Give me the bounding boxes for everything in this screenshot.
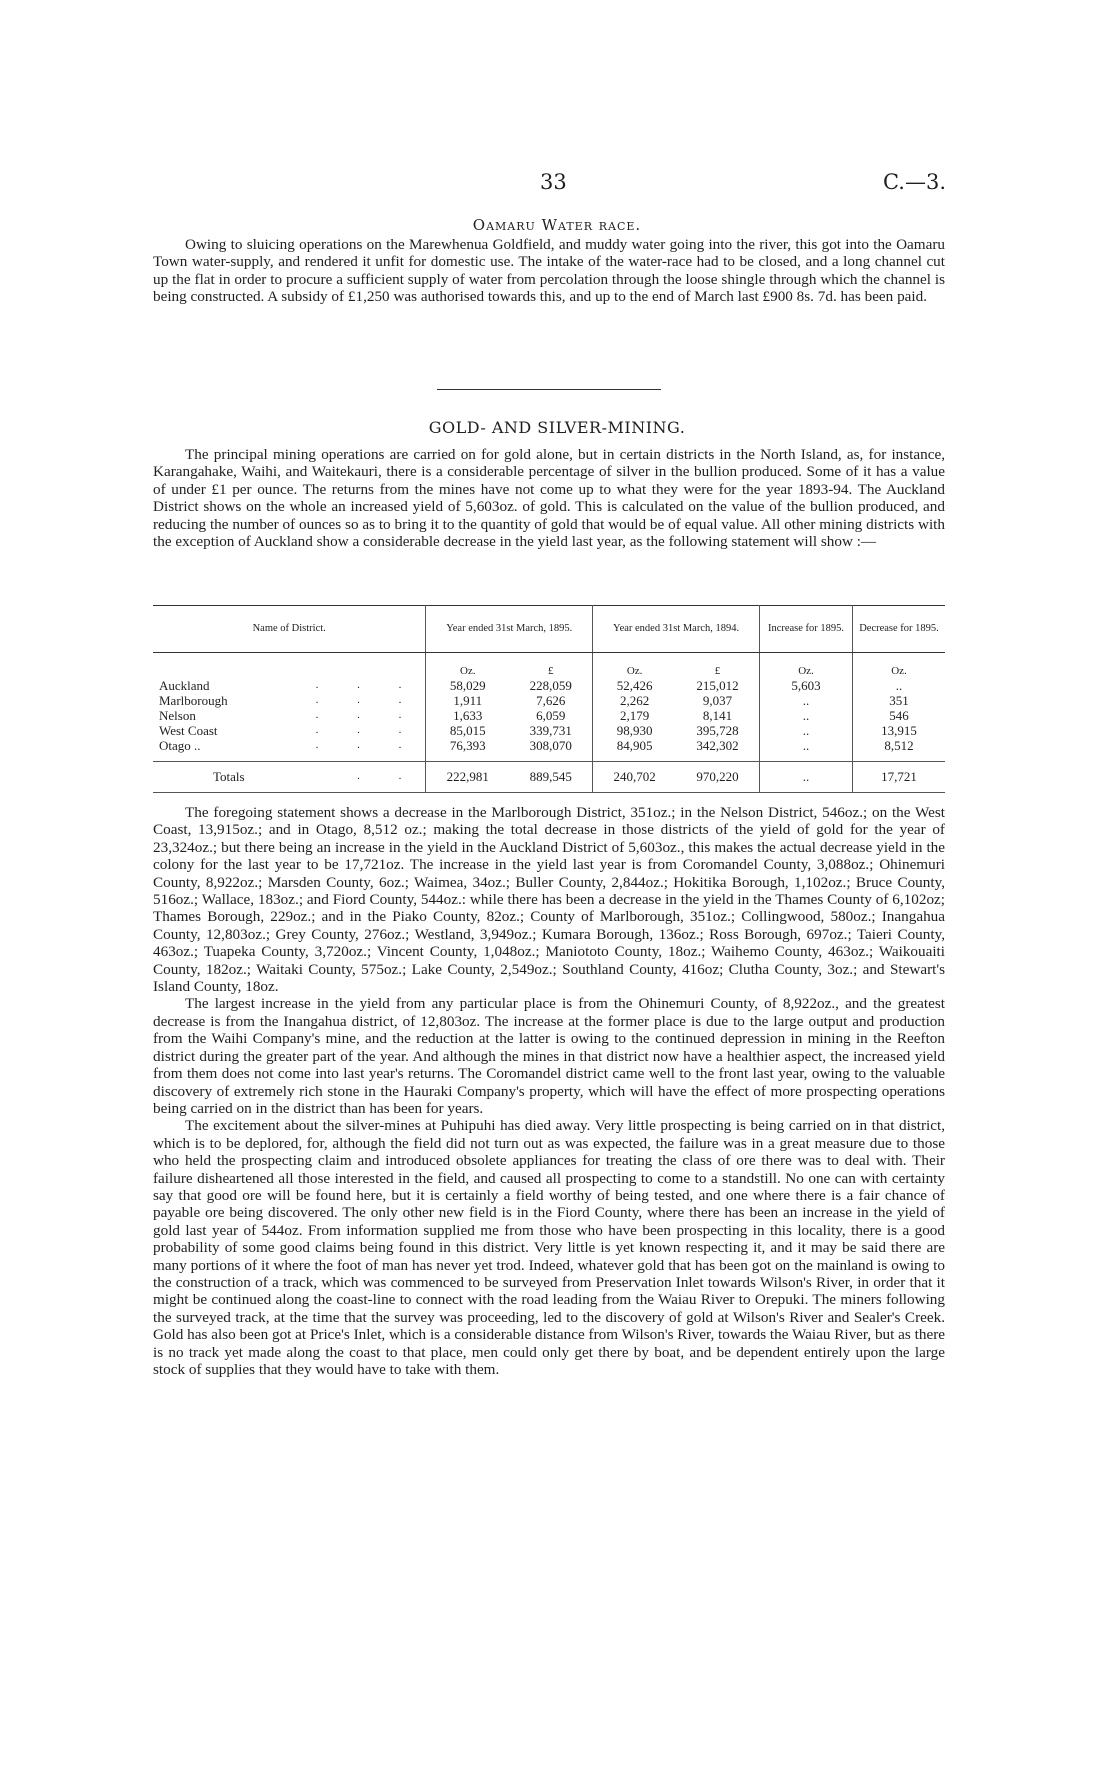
gold-yield-table (153, 605, 945, 793)
oz-1895: 1,911 (426, 693, 509, 708)
gold-intro-body (153, 446, 945, 550)
total-decrease: 17,721 (853, 761, 946, 792)
leader-dots: . . . (315, 679, 420, 691)
page-number: 33 (540, 170, 567, 194)
paragraph: The excitement about the silver-mines at Puhipuhi has died away. Very little prospecting is being carried on in that district, which is to be deplored, for, although the field did not turn out as was expected, the failure was in a great measure due to those who held the prospecting claim and introduced obsolete appliances for treating the class of ore there was to deal with. Their failure disheartened all those interested in the field, and caused all prospecting to come to a standstill. No one can with certainty say that good ore will be found here, but it is certainly a field worthy of being tested, and one where there is a fair chance of payable ore being discovered. The only other new field is in the Fiord County, where there has been an increase in the yield of gold last year of 544oz. From information supplied me from those who have been prospecting in this locality, there is a good probability of some good claims being found in this district. Very little is yet known respecting it, and it may be said there are many portions of it where the foot of man has never yet trod. Indeed, whatever gold that has been got on the mainland is owing to the construction of a track, which was commenced to be surveyed from Preservation Inlet towards Wilson's River, in order that it might be continued along the coast-line to connect with the road leading from the Waiau River to Orepuki. The miners following the surveyed track, at the time that the survey was proceeding, led to the discovery of gold at Wilson's River and Sealer's Creek. Gold has also been got at Price's Inlet, which is a considerable distance from Wilson's River, towards the Waiau River, but as there is no track yet made along the coast to that place, men could only get there by boat, and be dependent entirely upon the large stock of supplies that they would have to take with them. (153, 1117, 945, 1378)
document-code: C.—3. (882, 170, 946, 194)
oz-1894: 2,179 (593, 708, 676, 723)
district-name: Auckland (159, 678, 210, 693)
leader-dots: . . . (315, 694, 420, 706)
increase: .. (760, 723, 853, 738)
total-value-1895: 889,545 (509, 761, 592, 792)
analysis-body (153, 804, 945, 1378)
value-1894: 215,012 (696, 678, 739, 693)
section-divider (437, 389, 661, 390)
totals-row (153, 761, 945, 792)
value-1895: 339,731 (529, 723, 572, 738)
oz-1895: 85,015 (426, 723, 509, 738)
district-name: West Coast (159, 723, 218, 738)
value-1895: 6,059 (536, 708, 566, 723)
unit-oz: Oz. (760, 653, 853, 679)
decrease: 8,512 (853, 738, 946, 753)
unit-oz: Oz. (593, 653, 676, 679)
value-1894: 9,037 (702, 693, 733, 708)
value-1895: 7,626 (536, 693, 566, 708)
table-row (153, 738, 945, 753)
unit-oz: Oz. (853, 653, 946, 679)
district-name: Otago .. (159, 738, 201, 753)
oz-1894: 2,262 (593, 693, 676, 708)
header-year-1894: Year ended 31st March, 1894. (593, 606, 760, 653)
unit-pound: £ (714, 665, 721, 677)
units-row (153, 653, 945, 679)
oamaru-section-title: Oamaru Water race. (472, 216, 642, 234)
paragraph: The foregoing statement shows a decrease in the Marlborough District, 351oz.; in the Nelson District, 546oz.; on the West Coast, 13,915oz.; and in Otago, 8,512 oz.; making the total decrease in those districts of the yield of gold for the year of 23,324oz.; but there being an increase in the yield in the Auckland District of 5,603oz., this makes the actual decrease yield in the colony for the last year to be 17,721oz. The increase in the yield last year is from Coromandel County, 3,088oz.; Ohinemuri County, 8,922oz.; Marsden County, 6oz.; Waimea, 34oz.; Buller County, 2,844oz.; Hokitika Borough, 1,102oz.; Bruce County, 516oz.; Wallace, 183oz.; and Fiord County, 544oz.: while there has been a decrease in the yield in the Thames County of 6,102oz; Thames Borough, 229oz.; and in the Piako County, 82oz.; County of Marlborough, 351oz.; Collingwood, 580oz.; Inangahua County, 12,803oz.; Grey County, 276oz.; Westland, 3,949oz.; Kumara Borough, 136oz.; Ross Borough, 697oz.; Taieri County, 463oz.; Tuapeka County, 3,720oz.; Vincent County, 1,048oz.; Maniototo County, 18oz.; Waihemo County, 463oz.; Waikouaiti County, 182oz.; Waitaki County, 575oz.; Lake County, 2,549oz.; Southland County, 416oz; Clutha County, 3oz.; and Stewart's Island County, 18oz. (153, 804, 945, 996)
oamaru-paragraph: Owing to sluicing operations on the Marewhenua Goldfield, and muddy water going into the river, this got into the Oamaru Town water-supply, and rendered it unfit for domestic use. The intake of the water-race had to be closed, and a long channel cut up the flat in order to procure a sufficient supply of water from percolation through the loose shingle through which the channel is being constructed. A subsidy of £1,250 was authorised towards this, and up to the end of March last £900 8s. 7d. has been paid. (153, 236, 945, 306)
header-district: Name of District. (153, 606, 426, 653)
value-1895: 308,070 (529, 738, 572, 753)
header-year-1895: Year ended 31st March, 1895. (426, 606, 593, 653)
value-1895: 228,059 (529, 678, 572, 693)
total-value-1894: 970,220 (676, 761, 759, 792)
gold-intro-paragraph: The principal mining operations are carried on for gold alone, but in certain districts in the North Island, as, for instance, Karangahake, Waihi, and Waitekauri, there is a considerable percentage of silver in the bullion produced. Some of it has a value of under £1 per ounce. The returns from the mines have not come up to what they were for the year 1893-94. The Auckland District shows on the whole an increased yield of 5,603oz. of gold. This is calculated on the value of the bullion produced, and reducing the number of ounces so as to bring it to the quantity of gold that would be of equal value. All other mining districts with the exception of Auckland show a considerable decrease in the yield last year, as the following statement will show :— (153, 446, 945, 551)
increase: 5,603 (760, 678, 853, 693)
decrease: .. (853, 678, 946, 693)
oz-1894: 84,905 (593, 738, 676, 753)
total-increase: .. (760, 761, 853, 792)
oamaru-section-body (153, 236, 945, 306)
district-name: Nelson (159, 708, 196, 723)
table-row (153, 678, 945, 693)
header-increase: Increase for 1895. (760, 606, 853, 653)
value-1894: 342,302 (696, 738, 739, 753)
leader-dots: . . (278, 761, 426, 792)
gold-section-title: GOLD- AND SILVER-MINING. (428, 418, 686, 437)
oz-1895: 76,393 (426, 738, 509, 753)
unit-pound: £ (547, 665, 554, 677)
table-row (153, 708, 945, 723)
unit-oz: Oz. (426, 653, 509, 679)
oz-1895: 58,029 (426, 678, 509, 693)
increase: .. (760, 738, 853, 753)
value-1894: 8,141 (702, 708, 733, 723)
increase: .. (760, 708, 853, 723)
leader-dots: . . . (315, 724, 420, 736)
decrease: 351 (853, 693, 946, 708)
paragraph: The largest increase in the yield from any particular place is from the Ohinemuri County, of 8,922oz., and the greatest decrease is from the Inangahua district, of 12,803oz. The increase at the former place is due to the large output and production from the Waihi Company's mine, and the reduction at the latter is owing to the continued depression in mining in the Reefton district during the greater part of the year. And although the mines in that district now have a healthier aspect, the increased yield from them does not come into last year's returns. The Coromandel district came well to the front last year, owing to the valuable discovery of extremely rich stone in the Hauraki Company's property, which will have the effect of more prospecting operations being carried on in the district than has been for years. (153, 995, 945, 1117)
table-row (153, 693, 945, 708)
leader-dots: . . . (315, 739, 420, 751)
oz-1895: 1,633 (426, 708, 509, 723)
table-row (153, 723, 945, 738)
district-name: Marlborough (159, 693, 228, 708)
leader-dots: . . . (315, 709, 420, 721)
decrease: 13,915 (853, 723, 946, 738)
increase: .. (760, 693, 853, 708)
oz-1894: 52,426 (593, 678, 676, 693)
value-1894: 395,728 (696, 723, 739, 738)
totals-label: Totals (153, 761, 278, 792)
total-oz-1894: 240,702 (593, 761, 676, 792)
header-decrease: Decrease for 1895. (853, 606, 946, 653)
total-oz-1895: 222,981 (426, 761, 509, 792)
decrease: 546 (853, 708, 946, 723)
oz-1894: 98,930 (593, 723, 676, 738)
